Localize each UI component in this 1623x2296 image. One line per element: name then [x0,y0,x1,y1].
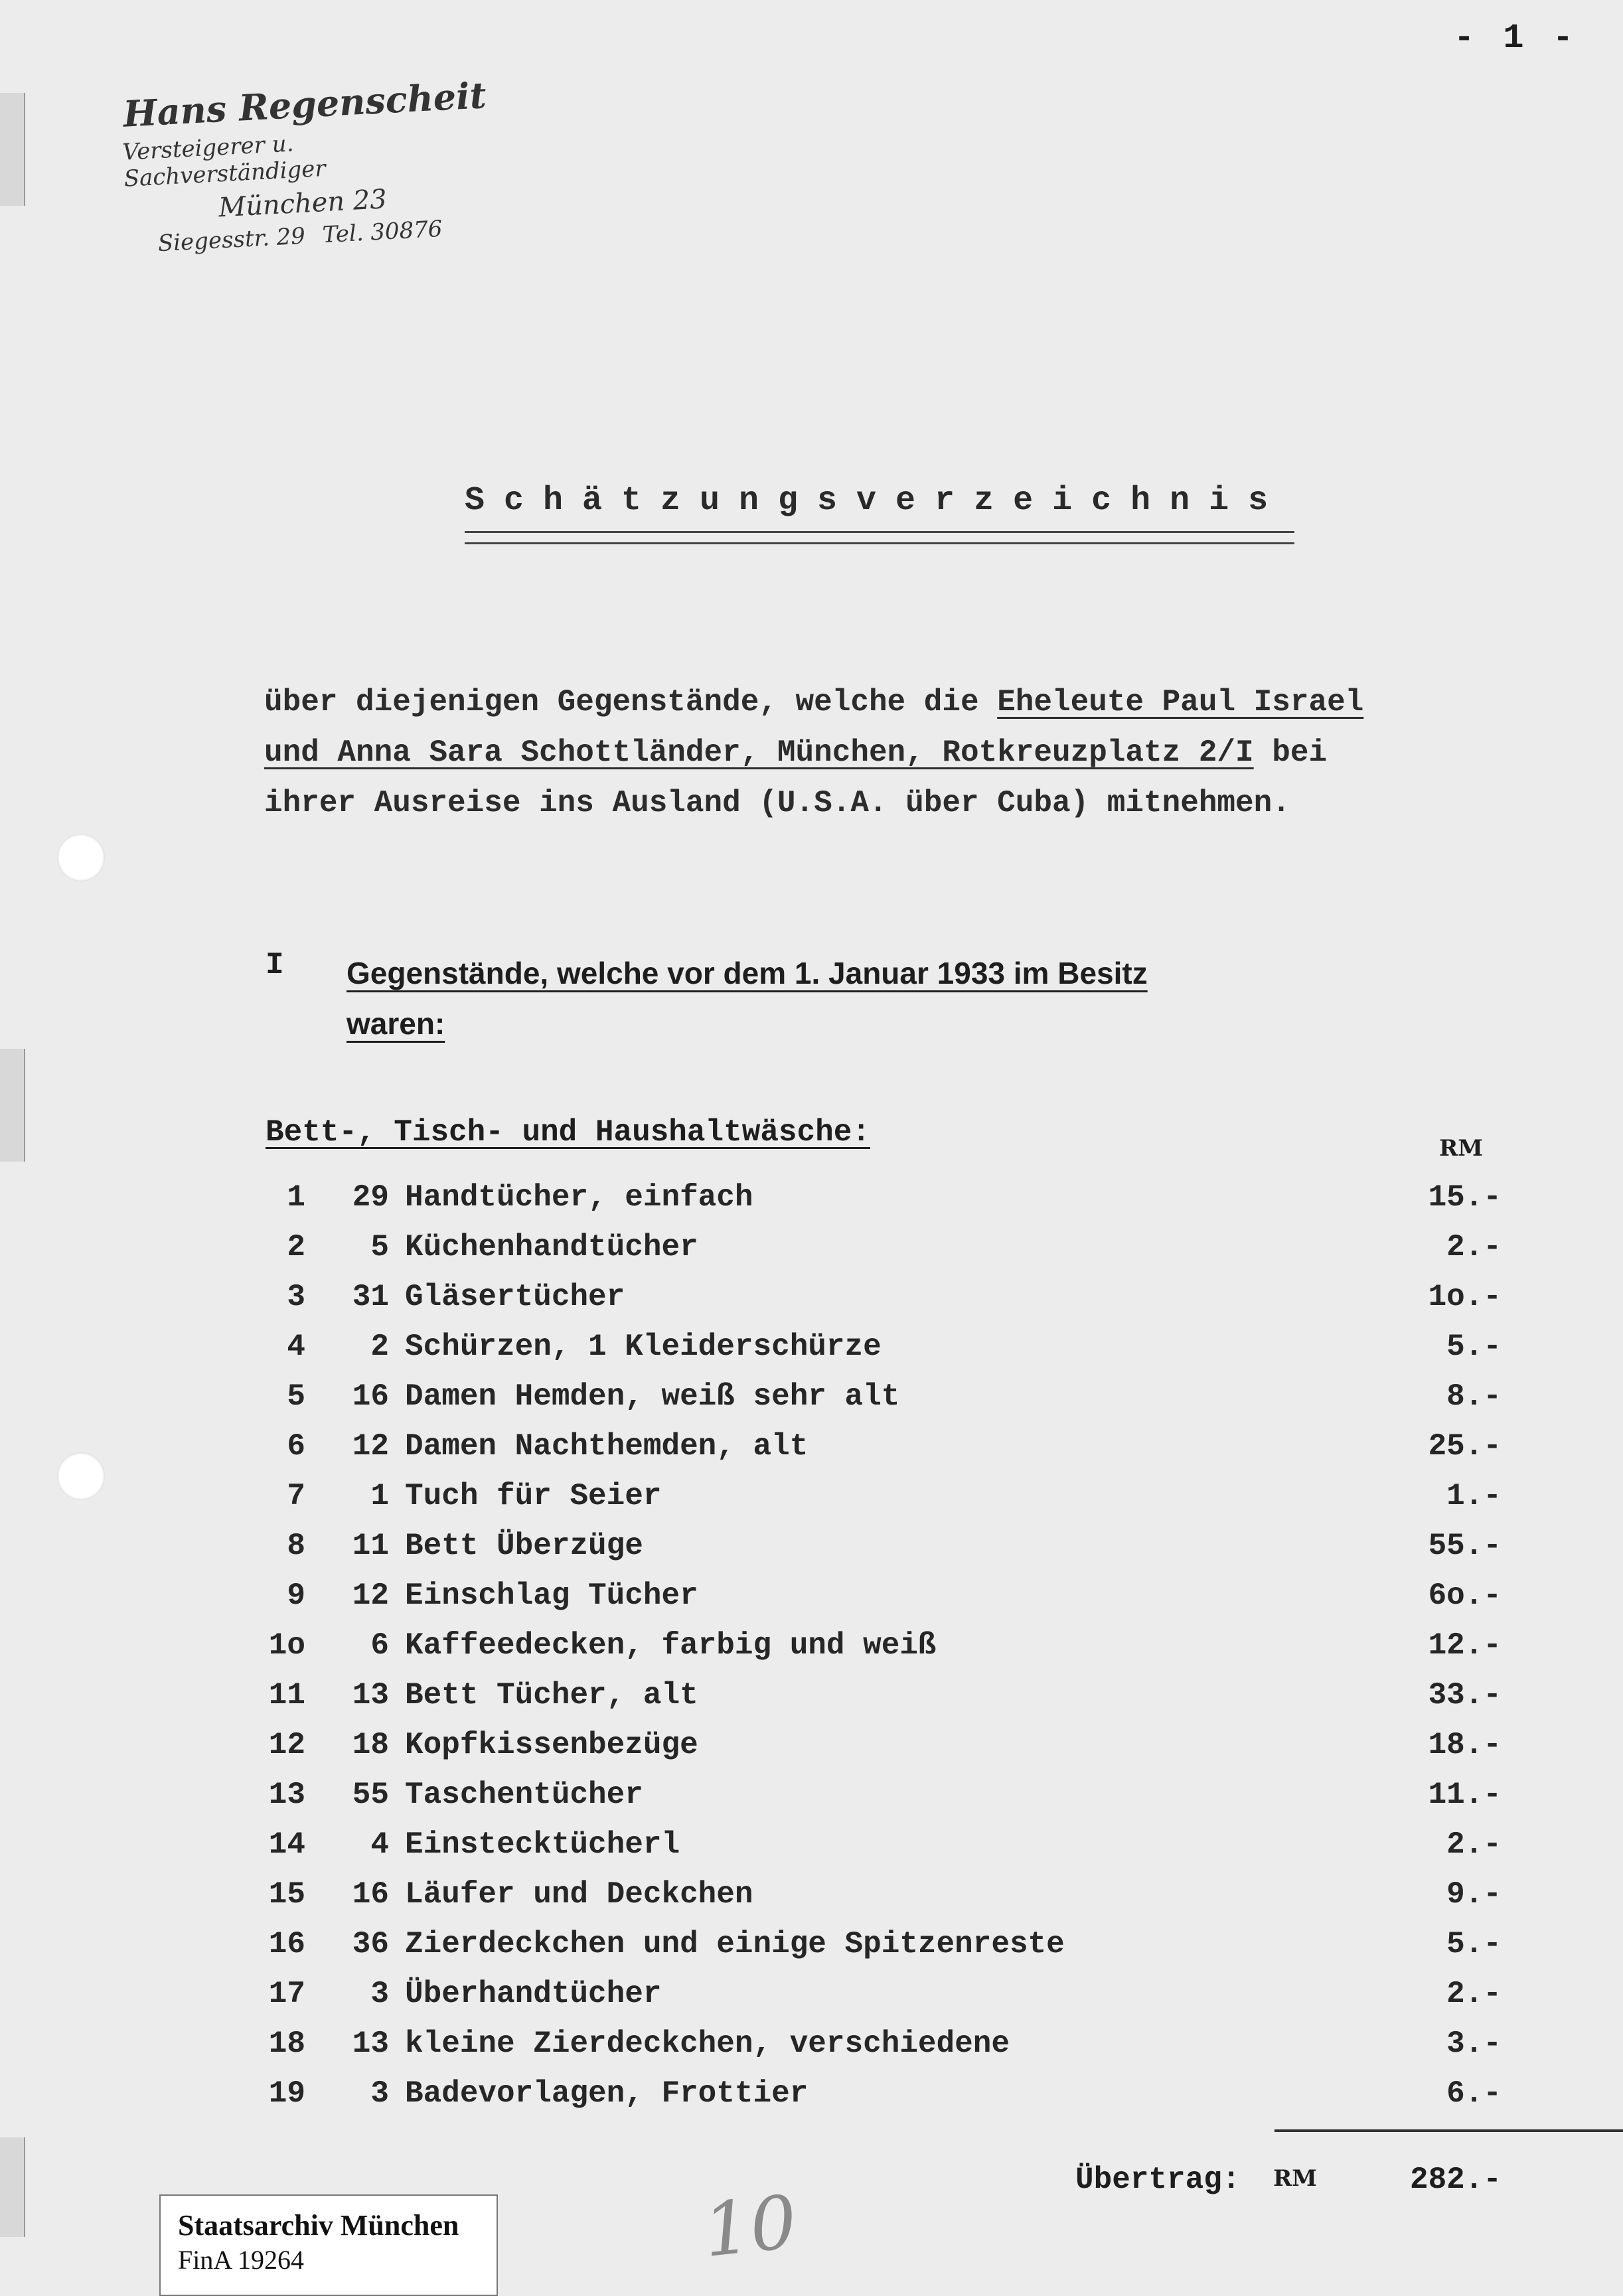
list-item [0,1775,1623,1825]
item-number: 1 [287,1180,305,1215]
item-value: 12.- [1428,1628,1502,1663]
item-number: 1o [268,1628,305,1663]
item-quantity: 11 [352,1529,389,1563]
letterhead [119,74,499,259]
archive-label [159,2194,498,2296]
item-number: 2 [287,1230,305,1264]
item-number: 4 [287,1330,305,1364]
list-item [0,1924,1623,1974]
item-value: 8.- [1446,1379,1502,1414]
item-description: Läufer und Deckchen [405,1877,753,1912]
item-number: 11 [268,1678,305,1713]
item-value: 3.- [1446,2027,1502,2061]
item-value: 33.- [1428,1678,1502,1713]
item-description: Damen Hemden, weiß sehr alt [405,1379,900,1414]
item-number: 5 [287,1379,305,1414]
item-value: 15.- [1428,1180,1502,1215]
intro-names: Eheleute Paul Israel [997,685,1364,720]
item-value: 11.- [1428,1778,1502,1812]
item-quantity: 2 [370,1330,389,1364]
list-item [0,1327,1623,1377]
item-description: Schürzen, 1 Kleiderschürze [405,1330,882,1364]
item-number: 8 [287,1529,305,1563]
item-description: Bett Tücher, alt [405,1678,698,1713]
list-item [0,1626,1623,1675]
item-number: 16 [268,1927,305,1961]
intro-paragraph [264,677,1499,828]
item-quantity: 36 [352,1927,389,1961]
item-description: Zierdeckchen und einige Spitzenreste [405,1927,1065,1961]
handwritten-folio-number: 10 [699,2179,801,2273]
item-list [0,1178,1623,2123]
item-quantity: 5 [370,1230,389,1264]
letterhead-city: München 23 [218,184,388,224]
item-value: 6.- [1446,2076,1502,2111]
list-item [0,1675,1623,1725]
item-quantity: 31 [352,1280,389,1314]
list-item [0,1576,1623,1626]
document-title: Schätzungsverzeichnis [465,482,1288,520]
item-number: 13 [268,1778,305,1812]
archive-name: Staatsarchiv München [178,2209,459,2242]
item-number: 17 [268,1977,305,2011]
list-item [0,1725,1623,1775]
torn-edge [0,93,25,206]
item-value: 1o.- [1428,1280,1502,1314]
item-value: 2.- [1446,1230,1502,1264]
carryover-label: Übertrag: [1075,2163,1241,2197]
item-quantity: 16 [352,1379,389,1414]
section-heading-line: Gegenstände, welche vor dem 1. Januar 1933 im Besitz [347,956,1148,990]
item-quantity: 1 [370,1479,389,1513]
item-quantity: 4 [370,1827,389,1862]
item-number: 7 [287,1479,305,1513]
category-heading: Bett-, Tisch- und Haushaltwäsche: [266,1115,870,1150]
archive-signature: FinA 19264 [178,2245,305,2275]
item-description: Küchenhandtücher [405,1230,698,1264]
item-quantity: 16 [352,1877,389,1912]
item-description: kleine Zierdeckchen, verschiedene [405,2027,1010,2061]
item-number: 19 [268,2076,305,2111]
list-item [0,1875,1623,1924]
item-quantity: 55 [352,1778,389,1812]
item-description: Gläsertücher [405,1280,625,1314]
item-quantity: 12 [352,1578,389,1613]
letterhead-name: Hans Regenscheit [121,74,488,135]
list-item [0,1227,1623,1277]
list-item [0,1476,1623,1526]
item-description: Einschlag Tücher [405,1578,698,1613]
item-description: Badevorlagen, Frottier [405,2076,809,2111]
list-item [0,1974,1623,2024]
item-quantity: 18 [352,1728,389,1762]
carryover-currency: RM [1273,2165,1317,2192]
section-heading-line: waren: [347,1006,445,1041]
currency-column-header: RM [1439,1135,1483,1162]
letterhead-phone: Tel. 30876 [321,215,443,249]
page-number: - 1 - [1454,19,1578,58]
item-value: 9.- [1446,1877,1502,1912]
total-rule [1275,2129,1623,2132]
section-heading [347,948,1475,1049]
list-item [0,1178,1623,1227]
item-quantity: 6 [370,1628,389,1663]
item-number: 15 [268,1877,305,1912]
intro-text: ihrer Ausreise ins Ausland (U.S.A. über Cuba) mitnehmen. [264,786,1290,820]
list-item [0,1526,1623,1576]
torn-edge [0,1049,25,1162]
list-item [0,2024,1623,2074]
item-description: Tuch für Seier [405,1479,662,1513]
item-description: Bett Überzüge [405,1529,643,1563]
title-double-rule [465,531,1294,544]
item-value: 6o.- [1428,1578,1502,1613]
list-item [0,1825,1623,1875]
letterhead-address [157,212,499,257]
list-item [0,1277,1623,1327]
list-item [0,1426,1623,1476]
item-number: 9 [287,1578,305,1613]
item-number: 6 [287,1429,305,1464]
item-description: Taschentücher [405,1778,643,1812]
item-value: 1.- [1446,1479,1502,1513]
item-number: 3 [287,1280,305,1314]
item-value: 2.- [1446,1977,1502,2011]
letterhead-profession: Versteigerer u. Sachverständiger [121,130,327,192]
item-description: Handtücher, einfach [405,1180,753,1215]
item-quantity: 13 [352,1678,389,1713]
torn-edge [0,2137,25,2237]
item-quantity: 12 [352,1429,389,1464]
intro-text: bei [1253,735,1328,770]
punch-hole [57,834,105,881]
item-value: 55.- [1428,1529,1502,1563]
carryover-value: 282.- [1409,2163,1502,2197]
list-item [0,2074,1623,2123]
item-quantity: 3 [370,2076,389,2111]
item-description: Einstecktücherl [405,1827,680,1862]
intro-names-address: und Anna Sara Schottländer, München, Rotkreuzplatz 2/I [264,735,1254,770]
item-number: 18 [268,2027,305,2061]
item-quantity: 13 [352,2027,389,2061]
section-numeral: I [266,948,284,982]
item-number: 14 [268,1827,305,1862]
item-description: Überhandtücher [405,1977,662,2011]
letterhead-street: Siegesstr. 29 [157,222,306,258]
item-value: 25.- [1428,1429,1502,1464]
item-description: Kaffeedecken, farbig und weiß [405,1628,937,1663]
list-item [0,1377,1623,1426]
item-value: 5.- [1446,1927,1502,1961]
item-quantity: 3 [370,1977,389,2011]
item-quantity: 29 [352,1180,389,1215]
item-description: Kopfkissenbezüge [405,1728,698,1762]
intro-text: über diejenigen Gegenstände, welche die [264,685,998,720]
item-value: 18.- [1428,1728,1502,1762]
item-number: 12 [268,1728,305,1762]
item-description: Damen Nachthemden, alt [405,1429,809,1464]
item-value: 2.- [1446,1827,1502,1862]
item-value: 5.- [1446,1330,1502,1364]
